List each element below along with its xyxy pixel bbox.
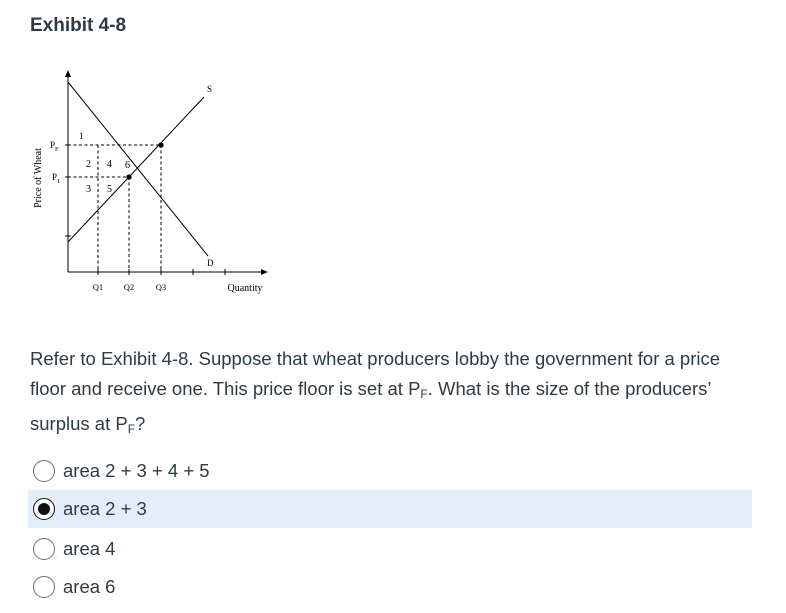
q2-label: Q2: [123, 282, 135, 292]
radio-button[interactable]: [33, 460, 55, 482]
area-label-2: 2: [86, 159, 91, 170]
x-axis-label: Quantity: [227, 283, 263, 294]
price-floor-label: $P_F$: [50, 140, 59, 153]
exhibit-title: Exhibit 4-8: [30, 15, 127, 36]
option-label: area 4: [63, 538, 116, 559]
radio-button[interactable]: [33, 538, 55, 560]
x-axis-arrow: [261, 269, 268, 275]
option-label: area 6: [63, 576, 116, 597]
option-label: area 2 + 3: [63, 498, 147, 519]
supply-demand-diagram: [28, 60, 278, 305]
demand-label: D: [207, 258, 214, 268]
area-label-5: 5: [107, 184, 112, 195]
radio-button[interactable]: [33, 498, 55, 520]
answer-option-4[interactable]: [28, 568, 752, 606]
y-axis-label: Price of Wheat: [33, 148, 44, 208]
supply-label: S: [207, 84, 213, 94]
y-axis-arrow: [65, 70, 71, 77]
answer-option-1[interactable]: [28, 452, 752, 490]
area-label-6: 6: [125, 160, 130, 171]
option-label: area 2 + 3 + 4 + 5: [63, 460, 210, 481]
area-label-4: 4: [107, 159, 112, 170]
q1-label: Q1: [92, 282, 104, 292]
q3-label: Q3: [155, 282, 167, 292]
area-label-1: 1: [79, 132, 84, 142]
price-equilibrium-label: $P_1$: [52, 172, 61, 185]
answer-option-3[interactable]: [28, 530, 752, 568]
question-text: Refer to Exhibit 4-8. Suppose that wheat producers lobby the government for a price floor and receive one. This price floor is set at $P_F$. What is the size of the producers’ surplus at $P_F$?: [30, 348, 721, 436]
floor-supply-point: [158, 142, 163, 147]
radio-button[interactable]: [33, 576, 55, 598]
area-label-3: 3: [86, 184, 91, 195]
equilibrium-point: [126, 174, 131, 179]
answer-option-2[interactable]: [28, 490, 752, 528]
